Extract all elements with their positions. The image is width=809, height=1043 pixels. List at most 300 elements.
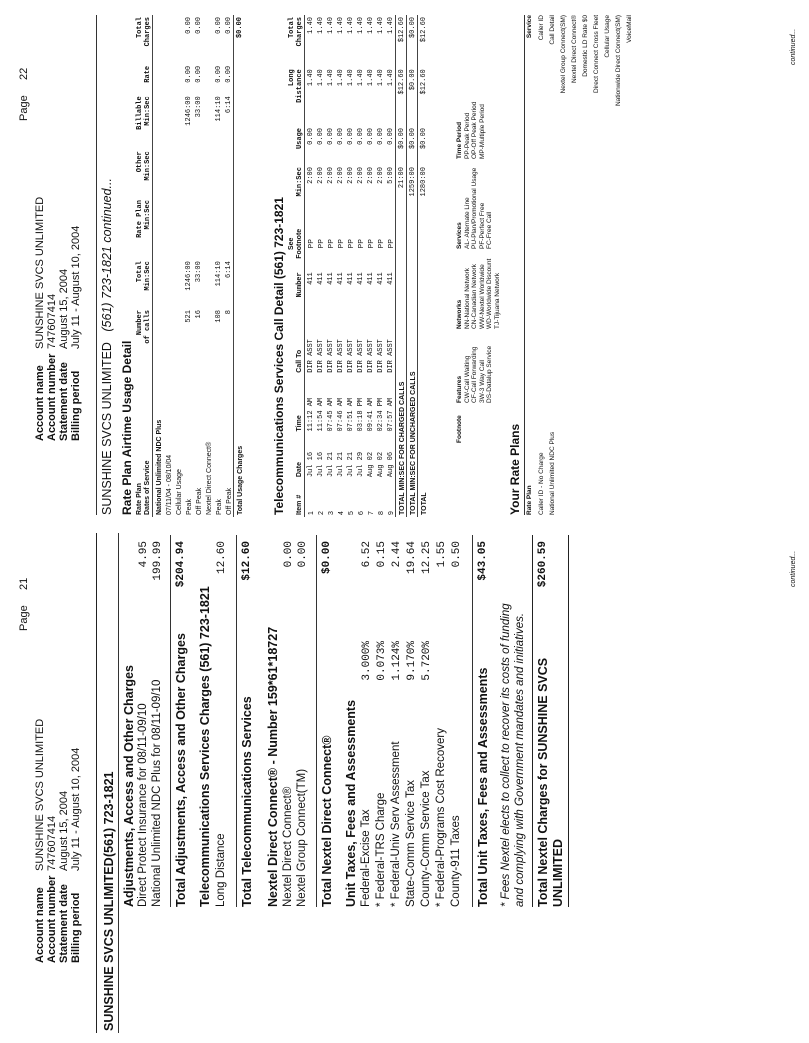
divider: [316, 535, 317, 907]
table-row: [163, 15, 173, 517]
table-cell: PP: [328, 239, 335, 249]
table-cell: PP: [338, 239, 345, 249]
table-cell: 411: [307, 272, 315, 285]
table-cell: 0.00: [215, 17, 223, 34]
table-cell: Off Peak: [226, 487, 233, 515]
table-cell: 6:14: [225, 261, 233, 279]
table-row: [193, 15, 203, 517]
telecom-total-label: Total Telecommunications Services: [240, 696, 254, 907]
table-row: [385, 15, 396, 517]
table-cell: PP: [308, 239, 315, 249]
table-cell: 411: [357, 272, 365, 285]
table-cell: $0.00: [420, 128, 428, 150]
table-cell: [203, 15, 213, 64]
legend-item: MP-Multiple Period: [478, 104, 486, 159]
table-cell: PP: [358, 239, 365, 249]
charge-label: Long Distance: [215, 833, 227, 907]
rate-plan-service: Cellular Usage: [604, 15, 611, 58]
table-cell: 1.40: [307, 69, 315, 87]
table-cell: [173, 15, 183, 64]
table-cell: [163, 308, 173, 363]
table-cell: 07:51 AM: [347, 397, 355, 432]
header-key: Account number: [46, 875, 58, 963]
table-cell: [213, 149, 223, 198]
grand-total-label: Total Nextel Charges for SUNSHINE SVCS: [536, 657, 550, 907]
table-cell: 1.40: [357, 17, 365, 34]
table-cell: [153, 198, 164, 259]
divider: [524, 15, 525, 515]
grand-total-label-2: UNLIMITED: [551, 838, 565, 907]
table-cell: [153, 94, 164, 149]
table-cell: $0.00: [236, 17, 244, 39]
table-cell: PP: [388, 239, 395, 249]
table-cell: 1.40: [377, 69, 385, 87]
table-cell: [163, 15, 173, 64]
table-cell: Jul 21: [337, 451, 345, 478]
table-cell: 411: [327, 272, 335, 285]
table-cell: 1.40: [307, 17, 315, 34]
table-cell: [234, 149, 245, 198]
table-cell: 2:00: [357, 167, 365, 184]
totals-label: TOTAL: [421, 492, 428, 515]
taxes-total: $43.05: [477, 541, 489, 581]
telecom-title: Telecommunications Services Charges (561) 723-1821: [198, 586, 212, 907]
totals-row: [407, 15, 418, 517]
col-header: See Footnote: [288, 228, 303, 259]
table-cell: [153, 308, 164, 363]
legend-heading: Services: [456, 222, 463, 249]
charge-label: Nextel Direct Connect®: [282, 786, 294, 907]
totals-row: [396, 15, 407, 517]
divider: [532, 535, 533, 907]
rate-plan-service: Nextel Direct Connect®: [571, 15, 578, 84]
header-value: SUNSHINE SVCS UNLIMITED: [34, 718, 46, 871]
table-cell: 1.40: [327, 17, 335, 34]
subscriber-phone: (561) 723-1821 continued...: [100, 178, 114, 332]
grand-total: $260.59: [537, 541, 549, 588]
col-header: Min:Sec: [296, 167, 304, 197]
rate-plan-service: Domestic LD Rate $0: [582, 15, 589, 77]
legend-item: PP-Peak Period: [463, 112, 471, 159]
table-cell: 0.00: [185, 65, 193, 83]
page-label: Page: [18, 605, 30, 631]
header-value: July 11 - August 10, 2004: [70, 225, 82, 349]
legend-item: DS-Datalup Service: [486, 345, 493, 403]
table-cell: DIR ASST: [337, 339, 345, 373]
rate-plan-service: Nextel Group Connect(SM): [560, 15, 567, 94]
table-cell: 1: [308, 511, 315, 515]
divider: [170, 535, 171, 907]
table-cell: [173, 259, 183, 308]
table-cell: 411: [317, 272, 325, 285]
table-cell: [173, 198, 183, 259]
tax-label: * Federal-Univ Serv Assessment: [390, 741, 402, 907]
table-cell: 03:18 PM: [357, 397, 365, 432]
charge-amount: 4.95: [138, 541, 150, 568]
tax-amount: 1.55: [436, 541, 448, 568]
col-header: Number: [296, 272, 304, 298]
col-header: Other Min:Sec: [136, 151, 152, 181]
table-cell: 1.40: [347, 17, 355, 34]
legend-items: [464, 168, 494, 249]
rate-plan-service: VoiceMail: [626, 15, 633, 43]
table-cell: DIR ASST: [367, 339, 375, 373]
header-value: August 15, 2004: [58, 268, 70, 349]
header-key: Statement date: [58, 362, 70, 441]
table-cell: 11:54 AM: [317, 397, 325, 432]
legend-item: 3W-3 Way Call: [478, 360, 486, 403]
fees-note-line2: and complying with Government mandates and initiatives.: [514, 612, 526, 907]
col-header: Total Charges: [136, 17, 152, 47]
table-cell: DIR ASST: [317, 339, 325, 373]
table-cell: 0.00: [307, 128, 315, 145]
subscriber-name: SUNSHINE SVCS UNLIMITED: [100, 342, 114, 515]
tax-label: Federal-Excise Tax: [360, 809, 372, 907]
taxes-total-label: Total Unit Taxes, Fees and Assessments: [476, 667, 490, 907]
table-cell: [163, 149, 173, 198]
charge-amount: 199.99: [152, 541, 164, 581]
table-cell: 1.40: [357, 69, 365, 87]
table-cell: 108: [215, 310, 223, 323]
totals-row: [418, 15, 429, 517]
col-header: Total Min:Sec: [136, 261, 152, 291]
legend-item: WW-Nextel Worldwide: [478, 264, 486, 329]
totals-label: TOTAL MIN:SEC FOR UNCHARGED CALLS: [410, 371, 417, 515]
table-cell: [193, 149, 203, 198]
table-cell: [203, 149, 213, 198]
ndc-total: $0.00: [321, 541, 333, 575]
tax-amount: 0.50: [451, 541, 463, 568]
table-cell: DIR ASST: [387, 339, 395, 373]
legend-items: [464, 346, 494, 403]
table-row: [315, 15, 325, 517]
table-cell: 411: [347, 272, 355, 285]
table-cell: 1.40: [337, 17, 345, 34]
table-cell: $12.60: [398, 17, 406, 43]
table-cell: Aug 02: [377, 451, 385, 478]
table-cell: 07/11/04 - 08/10/04: [166, 454, 173, 515]
subscriber-name: SUNSHINE SVCS UNLIMITED: [102, 857, 116, 1031]
ndc-total-label: Total Nextel Direct Connect®: [320, 735, 334, 907]
header-value: 747607414: [46, 293, 58, 349]
table-cell: $12.60: [420, 69, 428, 95]
table-cell: [163, 94, 173, 149]
legend-item: CW-Call Waiting: [463, 355, 471, 403]
table-row: [305, 15, 316, 517]
table-cell: DIR ASST: [327, 339, 335, 373]
table-cell: 8: [225, 310, 233, 315]
header-key: Billing period: [70, 892, 82, 963]
table-cell: $12.60: [398, 69, 406, 95]
table-cell: 2:00: [367, 167, 375, 184]
rate-plan-name: National Unlimited NDC Plus: [549, 431, 556, 515]
table-cell: 33:00: [195, 96, 203, 118]
legend-services: [456, 168, 494, 249]
tax-label: * Federal-TRS Charge: [375, 792, 387, 907]
tax-amount: 6.52: [361, 541, 373, 568]
table-cell: 02:34 PM: [377, 397, 385, 432]
table-row: [153, 15, 164, 517]
table-cell: 1.40: [387, 17, 395, 34]
rate-plan-usage-title: Rate Plan Airtime Usage Detail: [120, 340, 134, 515]
table-cell: PP: [318, 239, 325, 249]
table-cell: 9: [388, 511, 395, 515]
table-cell: Cellular Usage: [176, 469, 183, 515]
table-cell: 5:00: [387, 167, 395, 184]
table-header-row: [288, 15, 305, 517]
legend-features: [456, 346, 494, 403]
fees-note-line1: * Fees Nextel elects to collect to recover its costs of funding: [500, 603, 512, 907]
table-cell: 1.40: [377, 17, 385, 34]
table-row: [365, 15, 375, 517]
table-cell: [173, 64, 183, 94]
legend-footnote-label: Footnote: [456, 415, 463, 443]
col-header: Rate: [144, 65, 152, 83]
table-cell: 1.40: [367, 69, 375, 87]
table-cell: $12.60: [420, 17, 428, 43]
table-cell: 2:00: [347, 167, 355, 184]
table-cell: 16: [195, 310, 203, 319]
subscriber-line: [100, 178, 114, 515]
table-cell: 2: [318, 511, 325, 515]
your-rate-plans-title: Your Rate Plans: [508, 423, 522, 515]
divider: [96, 15, 97, 515]
table-row: [234, 15, 245, 517]
charge-amount: 0.00: [283, 541, 295, 568]
taxes-title: Unit Taxes, Fees and Assessments: [344, 699, 358, 907]
page-number: [18, 578, 30, 631]
table-cell: 0.00: [225, 17, 233, 34]
ndc-title: Nextel Direct Connect® - Number 159*61*18727: [266, 626, 280, 907]
page-label: Page: [18, 95, 30, 121]
charge-label: Direct Protect Insurance for 08/11-09/10: [137, 703, 149, 907]
col-header: Usage: [296, 128, 304, 150]
table-cell: [213, 198, 223, 259]
table-cell: [153, 15, 164, 64]
table-cell: [234, 259, 245, 308]
rate-plan-name: Caller ID - No Charge: [538, 452, 545, 515]
table-cell: 1.40: [347, 69, 355, 87]
header-value: 747607414: [46, 815, 58, 871]
table-cell: Nextel Direct Connect®: [206, 441, 213, 515]
table-row: [375, 15, 385, 517]
tax-rate: 0.073%: [376, 641, 388, 681]
table-cell: 0.00: [387, 128, 395, 145]
header-value: SUNSHINE SVCS UNLIMITED: [34, 196, 46, 349]
legend-item: CN-Canadian Network: [471, 263, 478, 329]
tax-amount: 2.44: [391, 541, 403, 568]
table-cell: 0.00: [357, 128, 365, 145]
header-key: Account name: [34, 365, 46, 441]
divider: [236, 535, 237, 907]
call-detail-title: Telecommunications Services Call Detail (561) 723-1821: [272, 197, 286, 515]
telecom-total: $12.60: [241, 541, 253, 581]
table-cell: [234, 94, 245, 149]
table-cell: 1246:00: [185, 96, 193, 126]
table-cell: [234, 198, 245, 259]
legend-time: [456, 102, 486, 159]
table-cell: [203, 94, 213, 149]
table-cell: 11:12 AM: [307, 397, 315, 432]
col-header: Call To: [296, 349, 303, 373]
table-cell: 0.00: [337, 128, 345, 145]
table-cell: [163, 259, 173, 308]
legend-item: PU-Plan/Promotional Usage: [471, 167, 478, 249]
table-cell: 4: [338, 511, 345, 515]
table-cell: Jul 16: [317, 451, 325, 478]
rate-plan-service: Direct Connect Cross Fleet: [593, 15, 600, 94]
tax-amount: 12.25: [421, 541, 433, 575]
table-cell: 0.00: [327, 128, 335, 145]
table-row: [335, 15, 345, 517]
legend-item: PF-Perfect Free: [478, 202, 486, 249]
table-cell: [183, 198, 193, 259]
table-cell: [153, 149, 164, 198]
table-cell: Peak: [216, 499, 223, 515]
table-cell: 2:00: [337, 167, 345, 184]
statement-page-22: [0, 0, 809, 521]
legend-item: AL- Alternate Line: [463, 197, 471, 249]
tax-label: County-911 Taxes: [450, 815, 462, 907]
table-cell: 411: [337, 272, 345, 285]
table-cell: 07:57 AM: [387, 397, 395, 432]
table-cell: 1246:00: [185, 261, 193, 291]
legend-item: NN-National Network: [463, 267, 471, 329]
rate-plan-service: Caller ID: [538, 15, 545, 41]
table-cell: [163, 64, 173, 94]
tax-label: County-Comm Service Tax: [420, 770, 432, 907]
table-cell: 2:00: [327, 167, 335, 184]
table-cell: 0.00: [367, 128, 375, 145]
totals-label: TOTAL MIN:SEC FOR CHARGED CALLS: [399, 381, 406, 515]
table-cell: National Unlimited NDC Plus: [156, 419, 163, 515]
col-header: Time: [296, 415, 303, 432]
divider: [472, 535, 473, 907]
tax-rate: 1.124%: [391, 641, 403, 681]
legend-items: [464, 102, 487, 159]
table-cell: 521: [185, 310, 193, 323]
rate-plan-service: Nationwide Direct Connect(SM): [615, 15, 622, 107]
table-cell: DIR ASST: [347, 339, 355, 373]
table-cell: 33:00: [195, 261, 203, 283]
table-cell: [173, 94, 183, 149]
account-header: [34, 719, 82, 963]
table-cell: 0.00: [215, 65, 223, 83]
table-cell: $0.00: [409, 128, 417, 150]
page-num: 21: [18, 577, 30, 591]
table-cell: 0.00: [195, 65, 203, 83]
table-cell: 1.40: [327, 69, 335, 87]
table-cell: Jul 21: [347, 451, 355, 478]
legend-item: TJ-Tijuana Network: [493, 272, 501, 329]
adjustments-title: Adjustments, Access and Other Charges: [122, 665, 136, 907]
charge-amount: 12.60: [216, 541, 228, 575]
header-key: Statement date: [58, 884, 70, 963]
table-cell: PP: [368, 239, 375, 249]
col-header: Date: [296, 461, 303, 478]
header-key: Account number: [46, 353, 58, 441]
table-cell: [163, 198, 173, 259]
tax-rate: 9.170%: [406, 641, 418, 681]
plan-col-header: Rate Plan: [526, 485, 533, 515]
table-row: [355, 15, 365, 517]
page-number: [18, 68, 30, 121]
table-cell: [183, 149, 193, 198]
table-cell: 0.00: [225, 65, 233, 83]
table-row: [183, 15, 193, 517]
table-cell: [203, 259, 213, 308]
legend-item: CF-Call Forwarding: [471, 346, 478, 403]
table-cell: [223, 149, 234, 198]
table-cell: [203, 198, 213, 259]
table-cell: 1.40: [387, 69, 395, 87]
table-cell: 0.00: [347, 128, 355, 145]
table-cell: 1280:00: [420, 167, 428, 197]
table-cell: [173, 149, 183, 198]
table-cell: 1259:00: [409, 167, 417, 197]
table-cell: 0.00: [317, 128, 325, 145]
call-detail-rows: [305, 15, 429, 517]
account-header: [34, 197, 82, 441]
legend-heading: Features: [456, 375, 463, 403]
table-cell: 0.00: [377, 128, 385, 145]
table-cell: 2:00: [377, 167, 385, 184]
divider: [568, 535, 569, 907]
legend-networks: [456, 259, 501, 329]
service-col-header: Service: [526, 15, 533, 39]
table-cell: 6: [358, 511, 365, 515]
header-key: Account name: [34, 887, 46, 963]
charge-amount: 0.00: [297, 541, 309, 568]
legend-heading: Networks: [456, 299, 463, 329]
col-header: Total Charges: [288, 17, 304, 47]
col-header: Rate Plan Min:Sec: [136, 200, 152, 238]
continued-note: continued...: [790, 28, 797, 65]
table-cell: Jul 21: [327, 451, 335, 478]
table-cell: Aug 06: [387, 451, 395, 478]
table-cell: 2:00: [307, 167, 315, 184]
continued-note: continued...: [790, 550, 797, 587]
table-cell: 6:14: [225, 96, 233, 114]
legend-item: OP-Off Peak Period: [471, 101, 478, 159]
table-cell: DIR ASST: [357, 339, 365, 373]
charge-label: Nextel Group Connect(TM): [296, 768, 308, 907]
tax-rate: 3.000%: [361, 641, 373, 681]
header-value: July 11 - August 10, 2004: [70, 747, 82, 871]
legend-heading: Time Period: [456, 121, 463, 159]
page-num: 22: [18, 67, 30, 81]
tax-rate: 5.720%: [421, 641, 433, 681]
table-cell: 1.40: [317, 17, 325, 34]
charge-label: National Unlimited NDC Plus for 08/11-09/10: [151, 679, 163, 907]
header-key: Billing period: [70, 370, 82, 441]
table-row: [173, 15, 183, 517]
table-cell: [173, 308, 183, 363]
rate-plan-rows: [153, 15, 245, 517]
table-cell: DIR ASST: [377, 339, 385, 373]
table-cell: Peak: [186, 499, 193, 515]
table-cell: 411: [367, 272, 375, 285]
rate-plan-service: Call Detail: [549, 15, 556, 45]
tax-amount: 19.64: [406, 541, 418, 575]
table-cell: PP: [348, 239, 355, 249]
table-cell: 0.00: [195, 17, 203, 34]
table-cell: Jul 16: [307, 451, 315, 478]
table-cell: 2:00: [317, 167, 325, 184]
table-cell: 8: [378, 511, 385, 515]
table-cell: PP: [378, 239, 385, 249]
table-cell: $0.00: [398, 128, 406, 150]
